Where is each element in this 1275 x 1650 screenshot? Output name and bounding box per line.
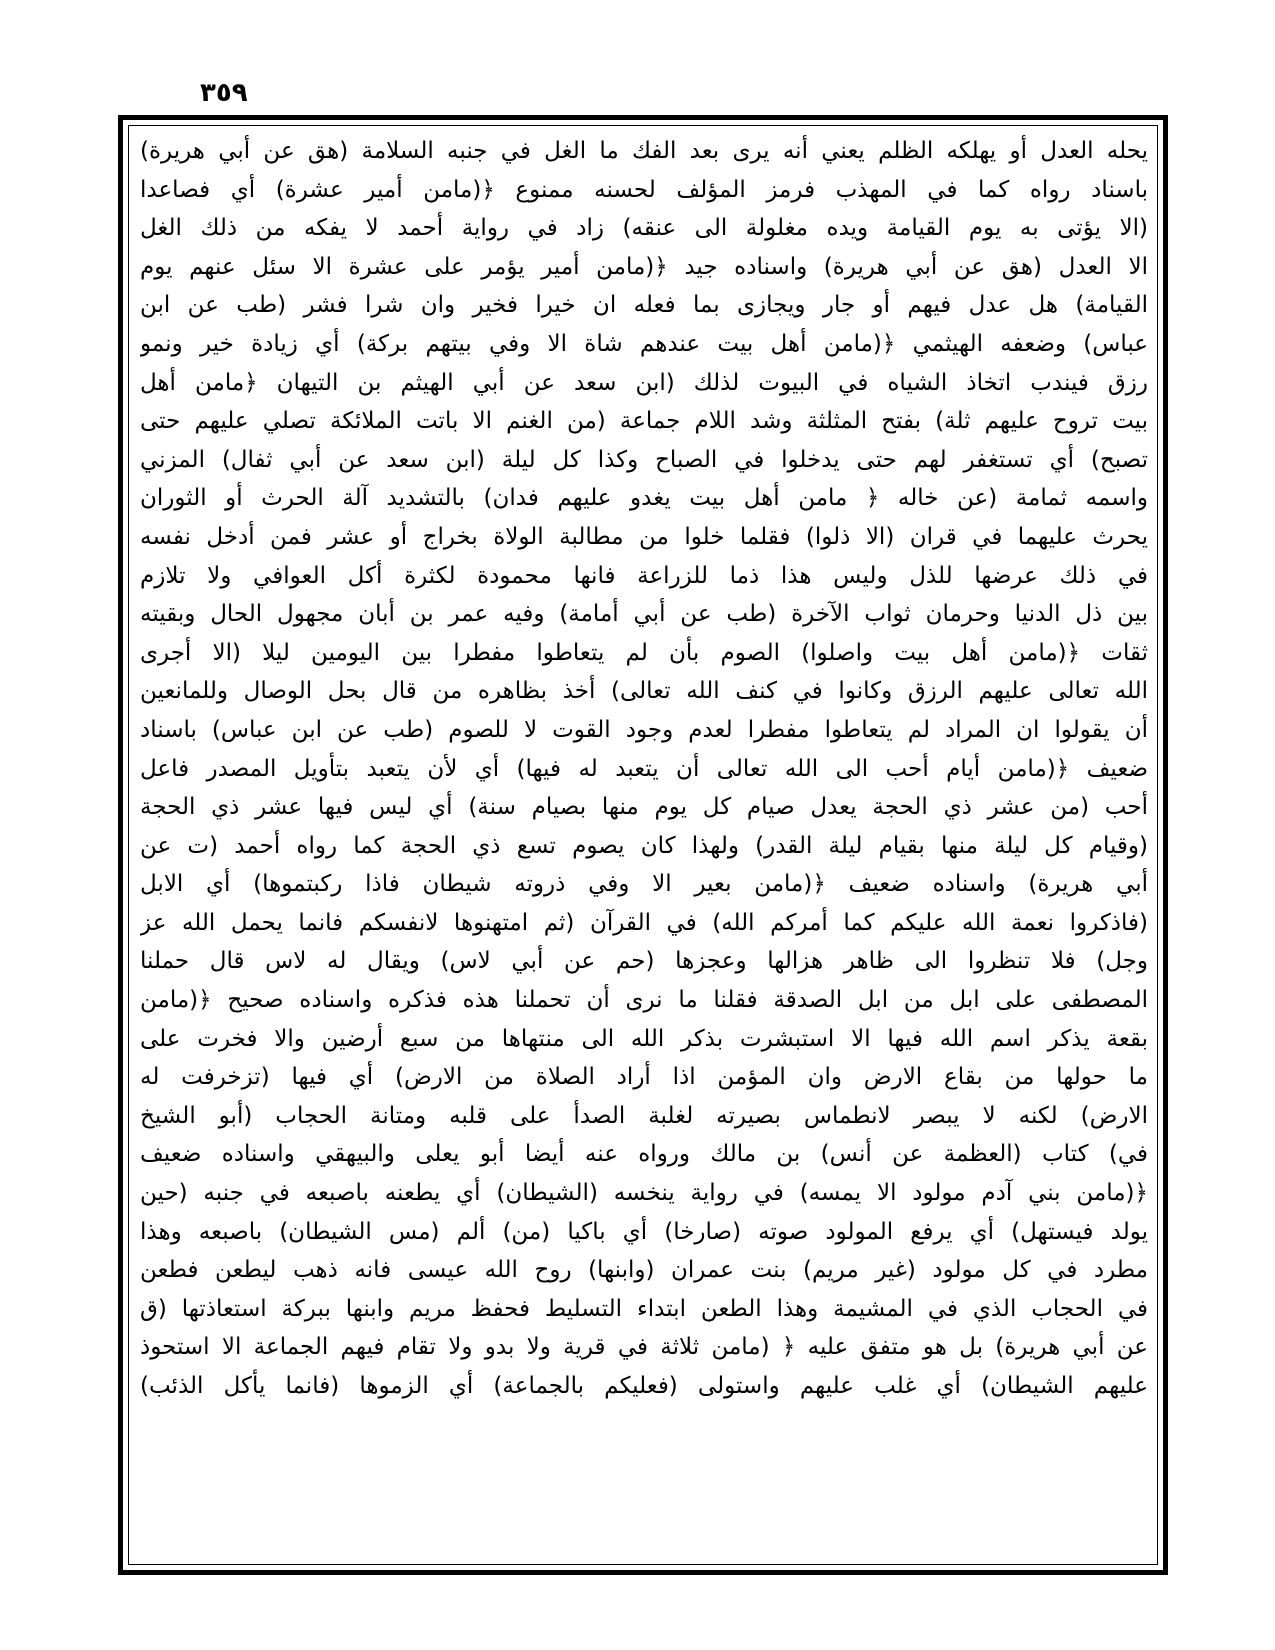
- text-line: باسناد رواه كما في المهذب فرمز المؤلف لحسنه ممنوع ﴿(مامن أمير عشرة) أي فصاعدا: [140, 176, 1148, 203]
- text-line: (فاذكروا نعمة الله عليكم كما أمركم الله) في القرآن (ثم امتهنوها لانفسكم فانما يحمل الله عز: [140, 909, 1148, 936]
- text-line: الا العدل (هق عن أبي هريرة) واسناده جيد ﴿(مامن أمير يؤمر على عشرة الا سئل عنهم يوم: [140, 253, 1148, 280]
- text-line: المصطفى على ابل من ابل الصدقة فقلنا ما نرى أن تحملنا هذه فذكره واسناده صحيح ﴿(مامن: [140, 987, 1148, 1014]
- text-line: (وقيام كل ليلة منها بقيام ليلة القدر) ولهذا كان يصوم تسع ذي الحجة كما رواه أحمد (ت عن: [140, 832, 1148, 859]
- text-line: ﴿(مامن بني آدم مولود الا يمسه) في رواية ينخسه (الشيطان) أي يطعنه باصبعه في جنبه (حين: [140, 1180, 1148, 1207]
- text-line: أحب (من عشر ذي الحجة يعدل صيام كل يوم منها بصيام سنة) أي ليس فيها عشر ذي الحجة: [140, 794, 1148, 821]
- text-line: واسمه ثمامة (عن خاله ﴿ مامن أهل بيت يغدو عليهم فدان) بالتشديد آلة الحرث أو الثوران: [140, 485, 1148, 512]
- text-line: أبي هريرة) واسناده ضعيف ﴿(مامن بعير الا وفي ذروته شيطان فاذا ركبتموها) أي الابل: [140, 871, 1148, 898]
- text-line: في ذلك عرضها للذل وليس هذا ذما للزراعة فانها محمودة لكثرة أكل العوافي ولا تلازم: [140, 562, 1148, 589]
- text-line: بين ذل الدنيا وحرمان ثواب الآخرة (طب عن أبي أمامة) وفيه عمر بن أبان مجهول الحال وبقيته: [140, 601, 1148, 628]
- text-line: وجل) فلا تنظروا الى ظاهر هزالها وعجزها (حم عن أبي لاس) ويقال له لاس قال حملنا: [140, 948, 1148, 975]
- text-line: بيت تروح عليهم ثلة) بفتح المثلثة وشد اللام جماعة (من الغنم الا باتت الملائكة تصلي عليهم حتى: [140, 408, 1148, 435]
- text-line: عليهم الشيطان) أي غلب عليهم واستولى (فعليكم بالجماعة) أي الزموها (فانما يأكل الذئب): [140, 1373, 1148, 1399]
- text-line: يحله العدل أو يهلكه الظلم يعني أنه يرى بعد الفك ما الغل في جنبه السلامة (هق عن أبي هريرة): [140, 138, 1148, 164]
- text-line: ضعيف ﴿(مامن أيام أحب الى الله تعالى أن يتعبد له فيها) أي لأن يتعبد بتأويل المصدر فاعل: [140, 755, 1148, 782]
- text-line: يولد فيستهل) أي يرفع المولود صوته (صارخا) أي باكيا (من) ألم (مس الشيطان) باصبعه وهذا: [140, 1218, 1148, 1245]
- text-line: في) كتاب (العظمة عن أنس) بن مالك ورواه عنه أيضا أبو يعلى والبيهقي واسناده ضعيف: [140, 1141, 1148, 1168]
- text-line: القيامة) هل عدل فيهم أو جار ويجازى بما فعله ان خيرا فخير وان شرا فشر (طب عن ابن: [140, 292, 1148, 319]
- text-line: بقعة يذكر اسم الله فيها الا استبشرت بذكر الله الى منتهاها من سبع أرضين والا فخرت على: [140, 1025, 1148, 1052]
- text-line: ثقات ﴿(مامن أهل بيت واصلوا) الصوم بأن لم يتعاطوا مفطرا بين اليومين ليلا (الا أجرى: [140, 639, 1148, 666]
- text-line: أن يقولوا ان المراد لم يتعاطوا مفطرا لعدم وجود القوت لا للصوم (طب عن ابن عباس) باسناد: [140, 716, 1148, 743]
- page-number: ٣٥٩: [200, 78, 248, 108]
- text-line: عباس) وضعفه الهيثمي ﴿(مامن أهل بيت عندهم شاة الا وفي بيتهم بركة) أي زيادة خير ونمو: [140, 330, 1148, 357]
- text-line: الله تعالى عليهم الرزق وكانوا في كنف الله تعالى) أخذ بظاهره من قال بحل الوصال وللمانعين: [140, 678, 1148, 705]
- text-line: يحرث عليهما في قران (الا ذلوا) فقلما خلوا من مطالبة الولاة بخراج أو عشر فمن أدخل نفسه: [140, 523, 1148, 550]
- text-line: تصبح) أي تستغفر لهم حتى يدخلوا في الصباح وكذا كل ليلة (ابن سعد عن أبي ثفال) المزني: [140, 446, 1148, 473]
- text-line: الارض) لكنه لا يبصر لانطماس بصيرته لغلبة الصدأ على قلبه ومتانة الحجاب (أبو الشيخ: [140, 1102, 1148, 1129]
- text-line: ما حولها من بقاع الارض وان المؤمن اذا أراد الصلاة من الارض) أي فيها (تزخرفت له: [140, 1064, 1148, 1091]
- text-line: رزق فيندب اتخاذ الشياه في البيوت لذلك (ابن سعد عن أبي الهيثم بن التيهان ﴿مامن أهل: [140, 369, 1148, 396]
- main-text-block: [140, 132, 1148, 1560]
- text-line: في الحجاب الذي في المشيمة وهذا الطعن ابتداء التسليط فحفظ مريم وابنها ببركة استعاذتها (ق: [140, 1295, 1148, 1322]
- text-line: عن أبي هريرة) بل هو متفق عليه ﴿ (مامن ثلاثة في قرية ولا بدو ولا تقام فيهم الجماعة الا استحوذ: [140, 1334, 1148, 1361]
- text-line: (الا يؤتى به يوم القيامة ويده مغلولة الى عنقه) زاد في رواية أحمد لا يفكه من ذلك الغل: [140, 215, 1148, 242]
- text-line: مطرد في كل مولود (غير مريم) بنت عمران (وابنها) روح الله عيسى فانه ذهب ليطعن فطعن: [140, 1257, 1148, 1284]
